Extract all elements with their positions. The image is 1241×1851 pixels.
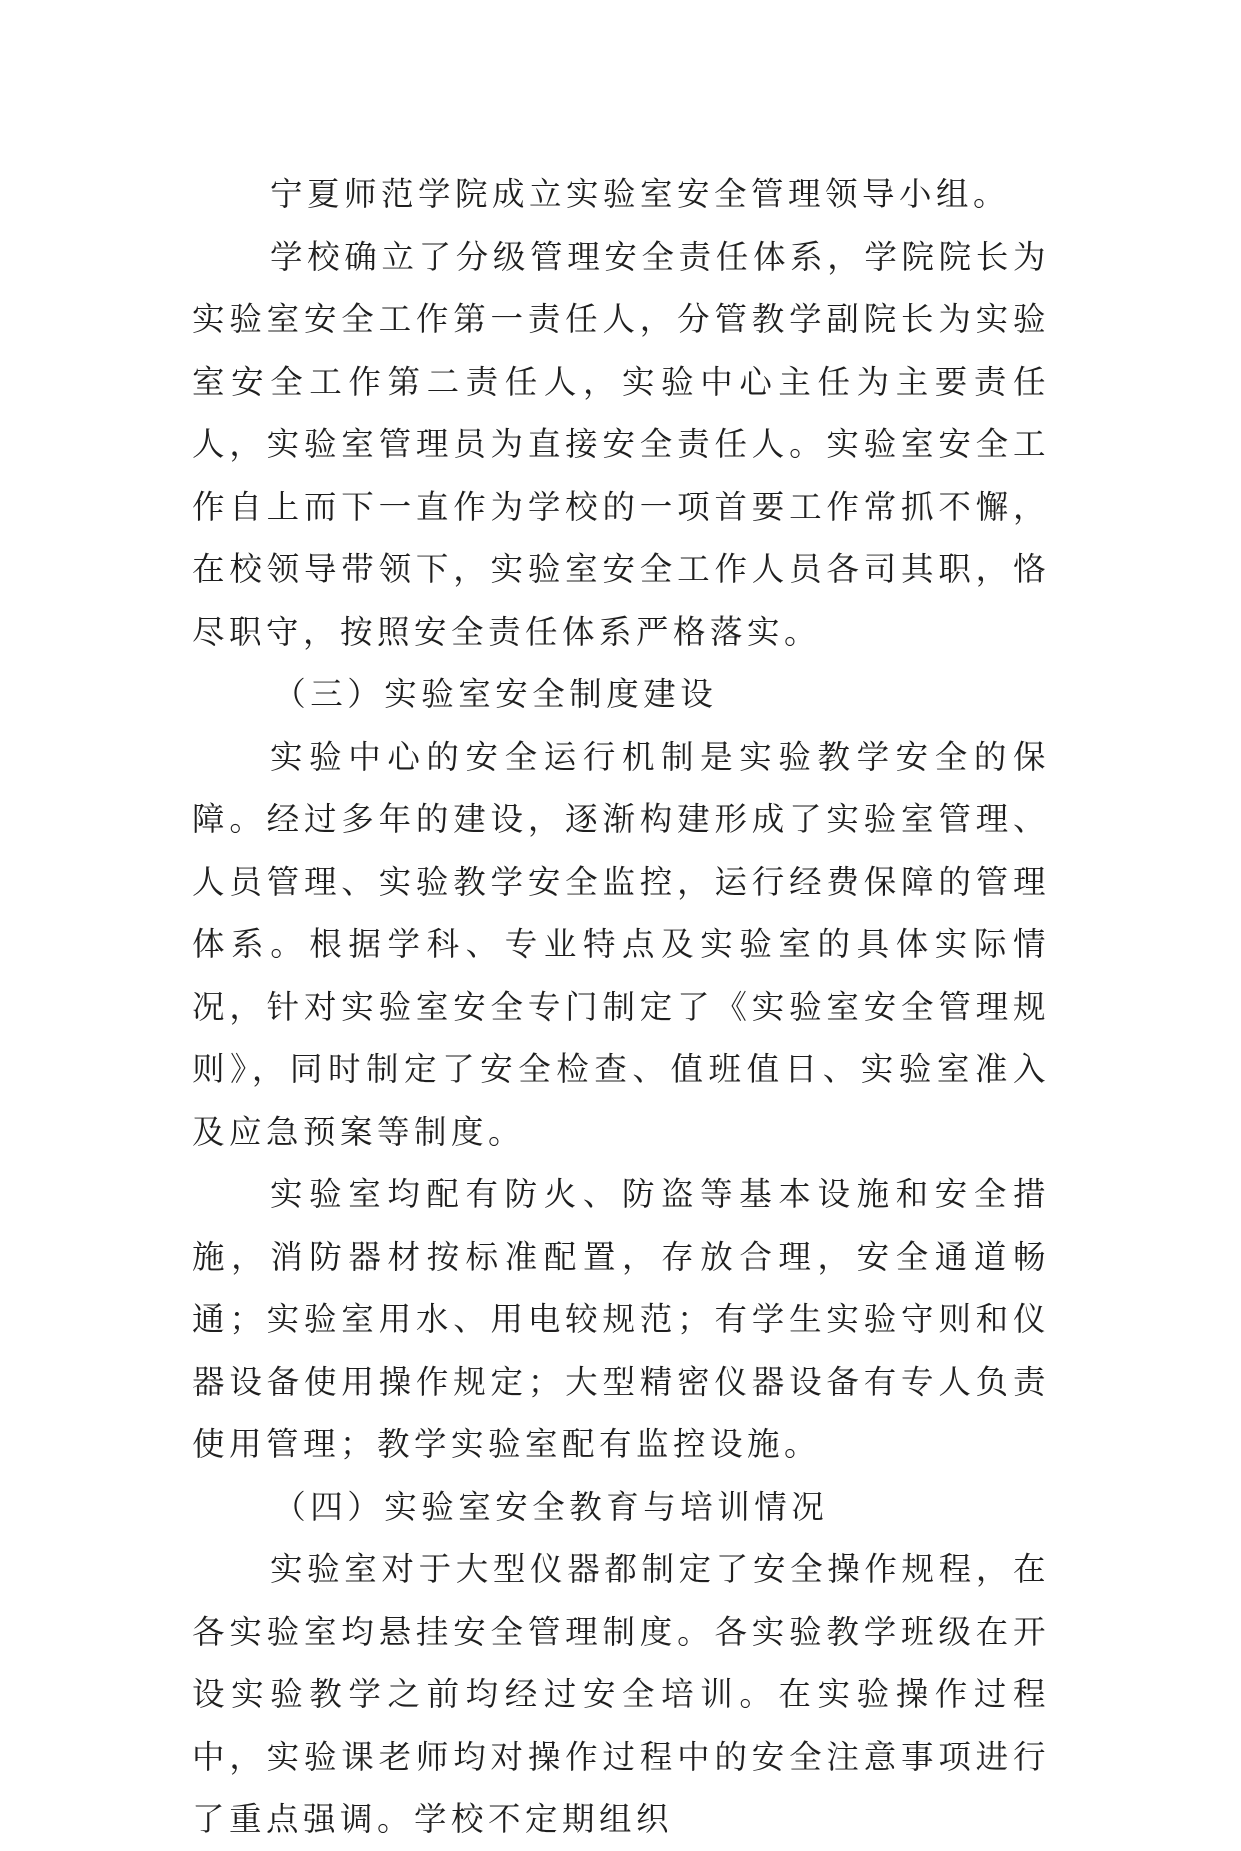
document-body [192,163,1050,1851]
paragraph-facilities: 实验室均配有防火、防盗等基本设施和安全措施，消防器材按标准配置，存放合理，安全通道畅通；实验室用水、用电较规范；有学生实验守则和仪器设备使用操作规定；大型精密仪器设备有专人负责使用管理；教学实验室配有监控设施。 [192,1175,1050,1463]
paragraph-training: 实验室对于大型仪器都制定了安全操作规程，在各实验室均悬挂安全管理制度。各实验教学班级在开设实验教学之前均经过安全培训。在实验操作过程中，实验课老师均对操作过程中的安全注意事项进行了重点强调。学校不定期组织 [192,1550,1050,1838]
section-heading-safety-training: （四）实验室安全教育与培训情况 [273,1487,829,1526]
section-heading-safety-rules: （三）实验室安全制度建设 [273,675,718,713]
paragraph-operation-mechanism: 实验中心的安全运行机制是实验教学安全的保障。经过多年的建设，逐渐构建形成了实验室管理、人员管理、实验教学安全监控，运行经费保障的管理体系。根据学科、专业特点及实验室的具体实际情况，针对实验室安全专门制定了《实验室安全管理规则》，同时制定了安全检查、值班值日、实验室准入及应急预案等制度。 [192,737,1050,1151]
paragraph-responsibility-system: 学校确立了分级管理安全责任体系，学院院长为实验室安全工作第一责任人，分管教学副院长为实验室安全工作第二责任人，实验中心主任为主要责任人，实验室管理员为直接安全责任人。实验室安全工作自上而下一直作为学校的一项首要工作常抓不懈，在校领导带领下，实验室安全工作人员各司其职，恪尽职守，按照安全责任体系严格落实。 [192,237,1050,651]
paragraph-leadership-group: 宁夏师范学院成立实验室安全管理领导小组。 [270,175,1011,213]
